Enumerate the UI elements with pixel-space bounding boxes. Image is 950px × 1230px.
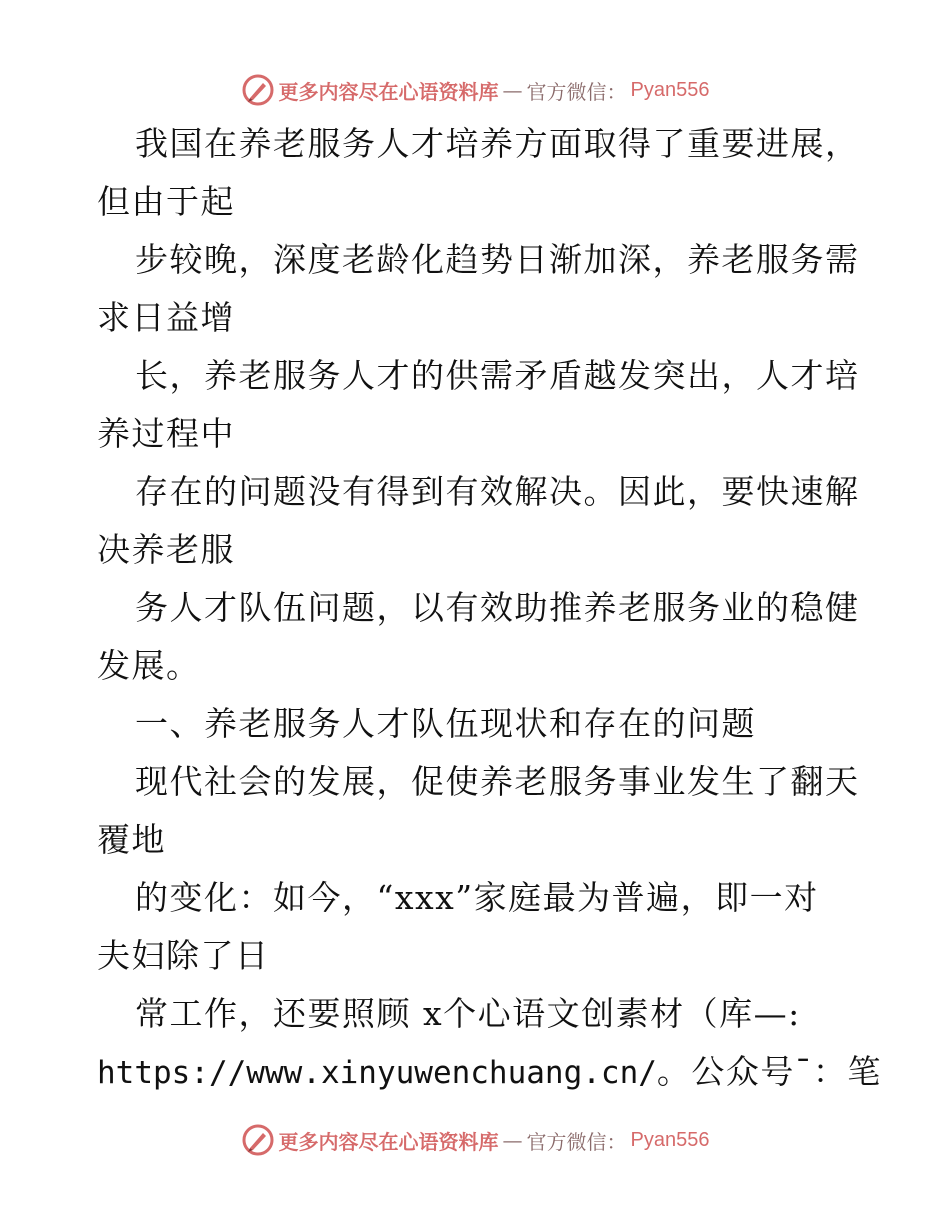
text-line: 决养老服 bbox=[97, 530, 235, 569]
text-line-url bbox=[97, 1043, 882, 1101]
text-line: 步较晚，深度老龄化趋势日渐加深，养老服务需 bbox=[135, 240, 860, 279]
watermark-wechat-id: Pyan556 bbox=[630, 78, 710, 101]
body-text bbox=[97, 115, 882, 1101]
watermark-main-text: 更多内容尽在心语资料库 bbox=[278, 1129, 499, 1154]
text-line: 的变化：如今，“xxx”家庭最为普遍，即一对 bbox=[135, 878, 819, 917]
text-line: 养过程中 bbox=[97, 414, 235, 453]
text-line: 存在的问题没有得到有效解决。因此，要快速解 bbox=[135, 472, 860, 511]
text-line: 常工作，还要照顾 x个心语文创素材（库—: bbox=[135, 994, 801, 1033]
text-line: 求日益增 bbox=[97, 298, 235, 337]
header-watermark bbox=[0, 70, 950, 110]
text-line: 现代社会的发展，促使养老服务事业发生了翻天 bbox=[135, 762, 860, 801]
text-line: 长，养老服务人才的供需矛盾越发突出，人才培 bbox=[135, 356, 860, 395]
watermark-sub-text: 官方微信： bbox=[526, 1129, 627, 1154]
pen-logo-icon bbox=[241, 1123, 275, 1157]
text-line: 覆地 bbox=[97, 820, 166, 859]
text-line: 但由于起 bbox=[97, 182, 235, 221]
watermark-separator: — bbox=[502, 1128, 523, 1152]
text-line: 务人才队伍问题，以有效助推养老服务业的稳健 bbox=[135, 588, 860, 627]
watermark-separator: — bbox=[502, 78, 523, 102]
watermark-wechat-id: Pyan556 bbox=[630, 1128, 710, 1151]
text-line: 我国在养老服务人才培养方面取得了重要进展， bbox=[135, 124, 860, 163]
footer-watermark bbox=[0, 1120, 950, 1160]
text-line: 发展。 bbox=[97, 646, 201, 685]
watermark-main-text: 更多内容尽在心语资料库 bbox=[278, 79, 499, 104]
watermark-sub-text: 官方微信： bbox=[526, 79, 627, 104]
text-line: 夫妇除了日 bbox=[97, 936, 270, 975]
text-line-tail: 。公众号¯：笔 bbox=[656, 1052, 882, 1091]
site-url-link[interactable]: https://www.xinyuwenchuang.cn/ bbox=[97, 1055, 657, 1091]
section-heading: 一、养老服务人才队伍现状和存在的问题 bbox=[135, 704, 756, 743]
pen-logo-icon bbox=[241, 73, 275, 107]
